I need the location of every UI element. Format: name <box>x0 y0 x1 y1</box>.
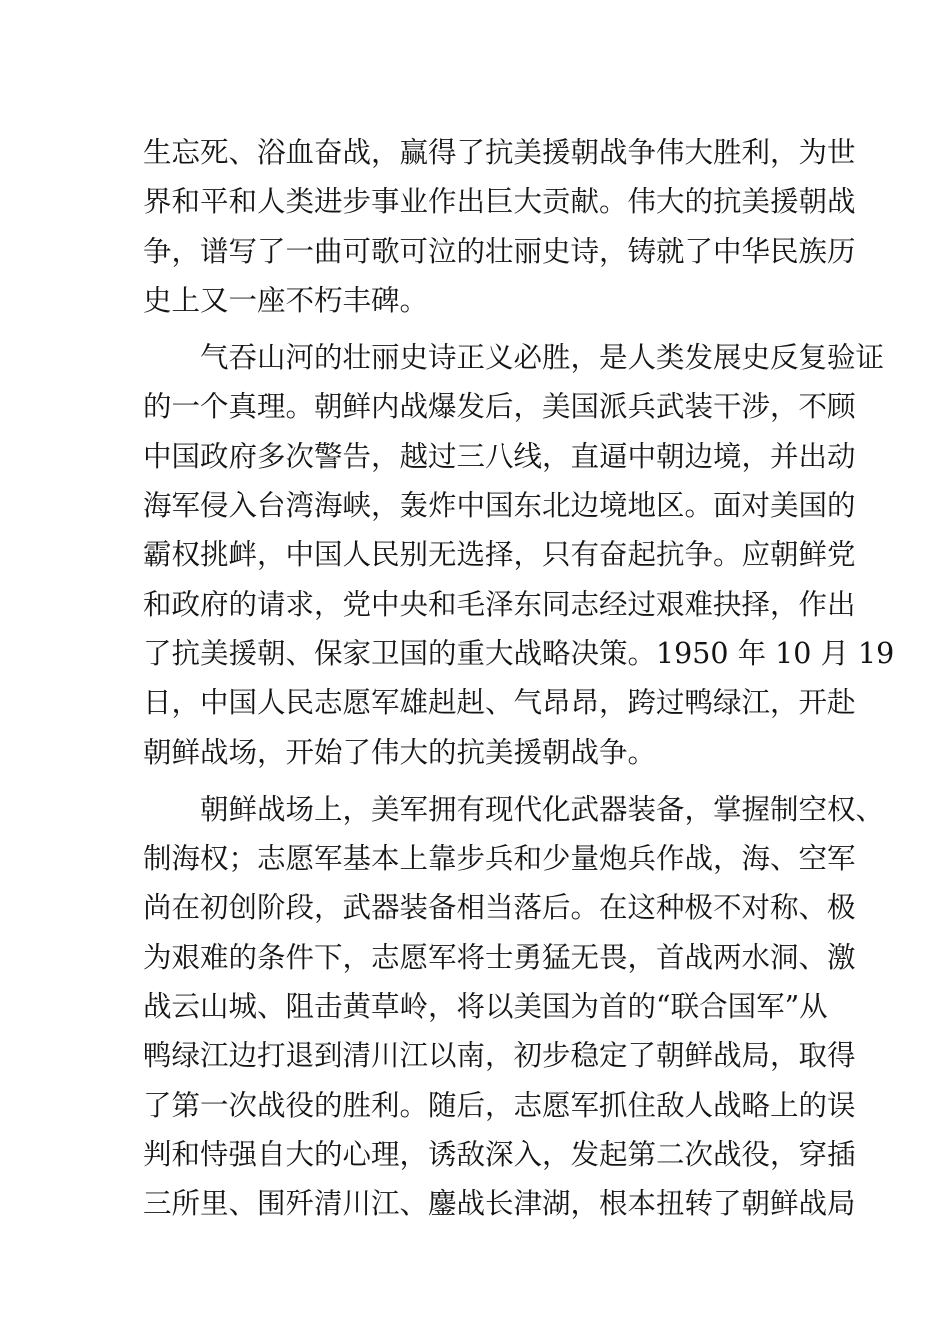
text-line: 和政府的请求，党中央和毛泽东同志经过艰难抉择，作出 <box>143 587 856 621</box>
paragraph <box>143 785 885 1229</box>
text-line: 争，谱写了一曲可歌可泣的壮丽史诗，铸就了中华民族历 <box>143 234 856 268</box>
text-line: 生忘死、浴血奋战，赢得了抗美援朝战争伟大胜利，为世 <box>143 136 856 169</box>
text-line: 的一个真理。朝鲜内战爆发后，美国派兵武装干涉，不顾 <box>143 390 856 424</box>
text-line: 尚在初创阶段，武器装备相当落后。在这种极不对称、极 <box>143 891 856 925</box>
text-line: 朝鲜战场上，美军拥有现代化武器装备，掌握制空权、 <box>143 792 885 826</box>
text-line: 判和恃强自大的心理，诱敌深入，发起第二次战役，穿插 <box>143 1137 856 1171</box>
paragraph <box>143 128 856 325</box>
text-line: 了抗美援朝、保家卫国的重大战略决策。1950 年 10 月 19 <box>143 636 895 670</box>
text-line: 界和平和人类进步事业作出巨大贡献。伟大的抗美援朝战 <box>143 185 856 219</box>
text-line: 制海权；志愿军基本上靠步兵和少量炮兵作战，海、空军 <box>143 842 856 876</box>
text-line: 史上又一座不朽丰碑。 <box>143 283 429 317</box>
text-line: 三所里、围歼清川江、鏖战长津湖，根本扭转了朝鲜战局 <box>143 1187 856 1221</box>
paragraph <box>143 333 895 777</box>
text-line: 为艰难的条件下，志愿军将士勇猛无畏，首战两水洞、激 <box>143 940 856 974</box>
text-line: 霸权挑衅，中国人民别无选择，只有奋起抗争。应朝鲜党 <box>143 538 856 572</box>
text-line: 鸭绿江边打退到清川江以南，初步稳定了朝鲜战局，取得 <box>143 1039 856 1073</box>
body-text <box>143 128 895 1229</box>
text-line: 日，中国人民志愿军雄赳赳、气昂昂，跨过鸭绿江，开赴 <box>143 686 856 720</box>
text-line: 气吞山河的壮丽史诗正义必胜，是人类发展史反复验证 <box>143 341 885 375</box>
text-line: 朝鲜战场，开始了伟大的抗美援朝战争。 <box>143 735 657 769</box>
paragraph-gap <box>143 777 813 785</box>
text-line: 中国政府多次警告，越过三八线，直逼中朝边境，并出动 <box>143 439 856 473</box>
text-line: 战云山城、阻击黄草岭，将以美国为首的“联合国军”从 <box>143 990 828 1024</box>
paragraph-gap <box>143 325 813 333</box>
text-line: 海军侵入台湾海峡，轰炸中国东北边境地区。面对美国的 <box>143 489 856 523</box>
text-line: 了第一次战役的胜利。随后，志愿军抓住敌人战略上的误 <box>143 1088 856 1122</box>
